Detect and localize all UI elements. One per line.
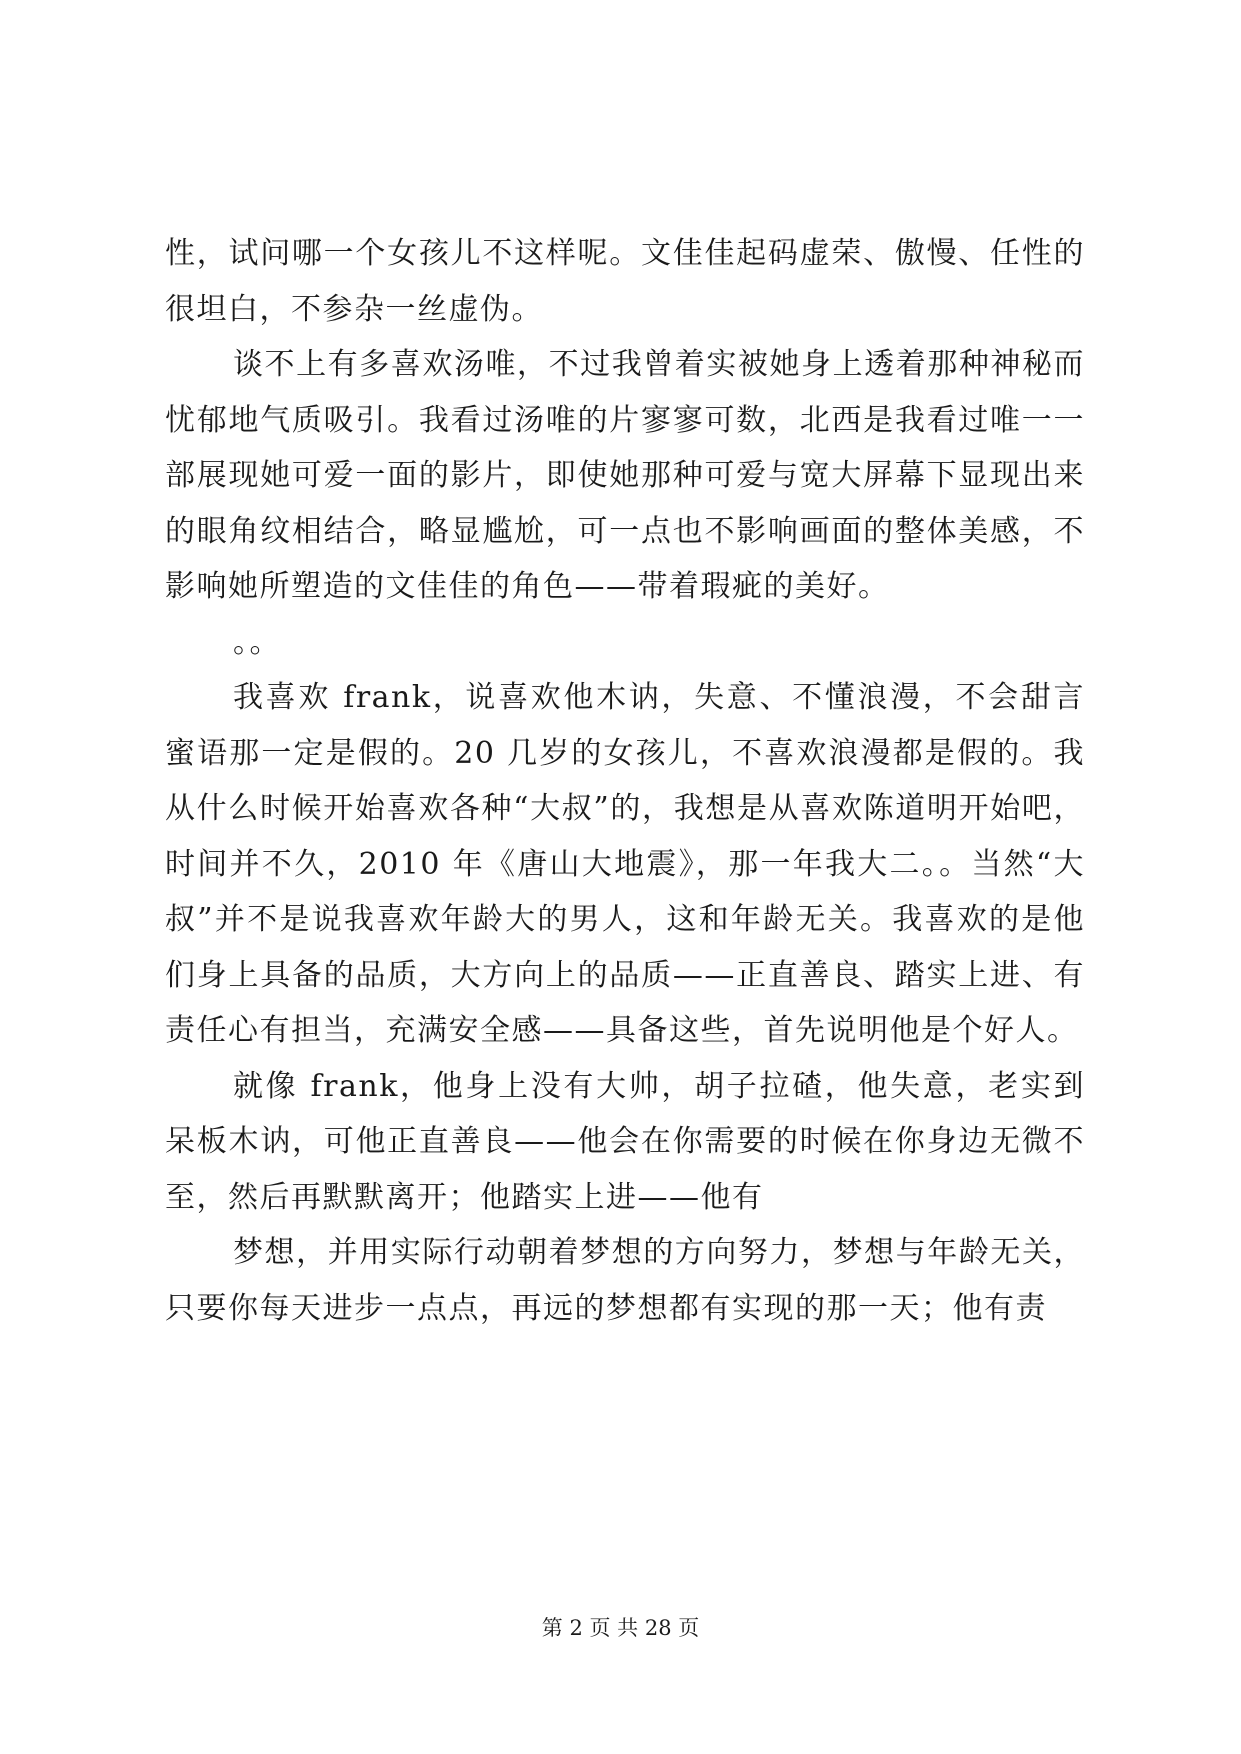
document-body xyxy=(165,226,1085,1336)
paragraph: 我喜欢 frank，说喜欢他木讷，失意、不懂浪漫，不会甜言蜜语那一定是假的。20 几岁的女孩儿，不喜欢浪漫都是假的。我从什么时候开始喜欢各种“大叔”的，我想是从喜欢陈道明开始吧，时间并不久，2010 年《唐山大地震》，那一年我大二。。当然“大叔”并不是说我喜欢年龄大的男人，这和年龄无关。我喜欢的是他们身上具备的品质，大方向上的品质——正直善良、踏实上进、有责任心有担当，充满安全感——具备这些，首先说明他是个好人。 xyxy=(165,680,1085,1048)
page-number-footer: 第 2 页 共 28 页 xyxy=(541,1616,700,1640)
paragraph: 梦想，并用实际行动朝着梦想的方向努力，梦想与年龄无关，只要你每天进步一点点，再远的梦想都有实现的那一天；他有责 xyxy=(165,1235,1085,1326)
paragraph: 谈不上有多喜欢汤唯，不过我曾着实被她身上透着那种神秘而忧郁地气质吸引。我看过汤唯的片寥寥可数，北西是我看过唯一一部展现她可爱一面的影片，即使她那种可爱与宽大屏幕下显现出来的眼角纹相结合，略显尴尬，可一点也不影响画面的整体美感，不影响她所塑造的文佳佳的角色——带着瑕疵的美好。 xyxy=(165,347,1085,604)
paragraph: 就像 frank，他身上没有大帅，胡子拉碴，他失意，老实到呆板木讷，可他正直善良——他会在你需要的时候在你身边无微不至，然后再默默离开；他踏实上进——他有 xyxy=(165,1068,1085,1215)
paragraph: 性，试问哪一个女孩儿不这样呢。文佳佳起码虚荣、傲慢、任性的很坦白，不参杂一丝虚伪。 xyxy=(165,236,1085,327)
paragraph: 。。 xyxy=(233,624,281,660)
